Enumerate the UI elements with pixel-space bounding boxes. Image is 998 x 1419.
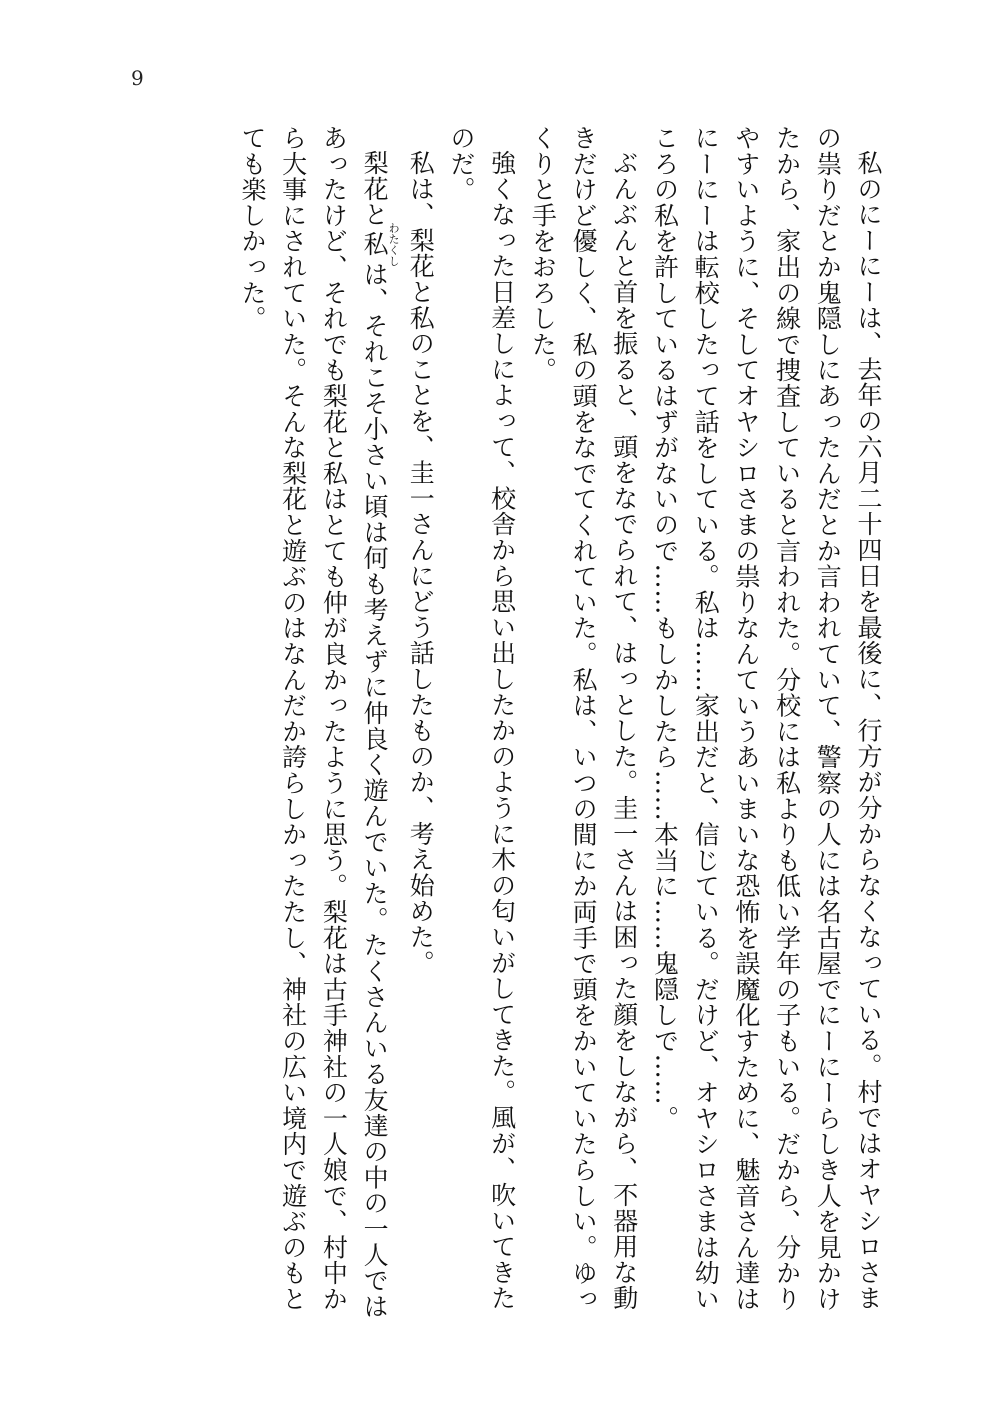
ruby-base: 私: [360, 222, 390, 267]
paragraph-4: 私は、梨花と私のことを、圭一さんにどう話したものか、考え始めた。: [406, 150, 436, 976]
vertical-text-body: [118, 125, 888, 1320]
ruby-reading: わたくし: [387, 222, 401, 267]
paragraph-3: 強くなった日差しによって、校舎から思い出したかのように木の匂いがしてきた。風が、吹いてきたのだ。: [446, 125, 517, 1311]
paragraph-5-rest: は、それこそ小さい頃は何も考えずに仲良く遊んでいた。たくさんいる友達の中の一人ではあったけど、それでも梨花と私はとても仲が良かったように思う。梨花は古手神社の一人娘で、村中から大事にされていた。そんな梨花と遊ぶのはなんだか誇らしかったたし、神社の広い境内で遊ぶのもとても楽しかった。: [237, 125, 390, 1320]
ruby-watakushi: [360, 222, 401, 267]
paragraph-5-start: 梨花と: [360, 150, 390, 228]
paragraph-2: ぶんぶんと首を振ると、頭をなでられて、はっとした。圭一さんは困った顔をしながら、不器用な動きだけど優しく、私の頭をなでてくれていた。私は、いつの間にか両手で頭をかいていたらしい。ゆっくりと手をおろした。: [528, 125, 639, 1312]
paragraph-5: [231, 125, 399, 1320]
paragraph-1: 私のにーにーは、去年の六月二十四日を最後に、行方が分からなくなっている。村ではオヤシロさまの祟りだとか鬼隠しにあったんだとか言われていて、警察の人には名古屋でにーにーらしき人を見かけたから、家出の線で捜査していると言われた。分校には私よりも低い学年の子もいる。だから、分かりやすいように、そしてオヤシロさまの祟りなんていうあいまいな恐怖を誤魔化すために、魅音さん達はにーにーは転校したって話をしている。私は……家出だと、信じている。だけど、オヤシロさまは幼いころの私を許しているはずがないので……もしかしたら……本当に……鬼隠しで……。: [650, 125, 883, 1312]
page-number: 9: [131, 66, 144, 90]
